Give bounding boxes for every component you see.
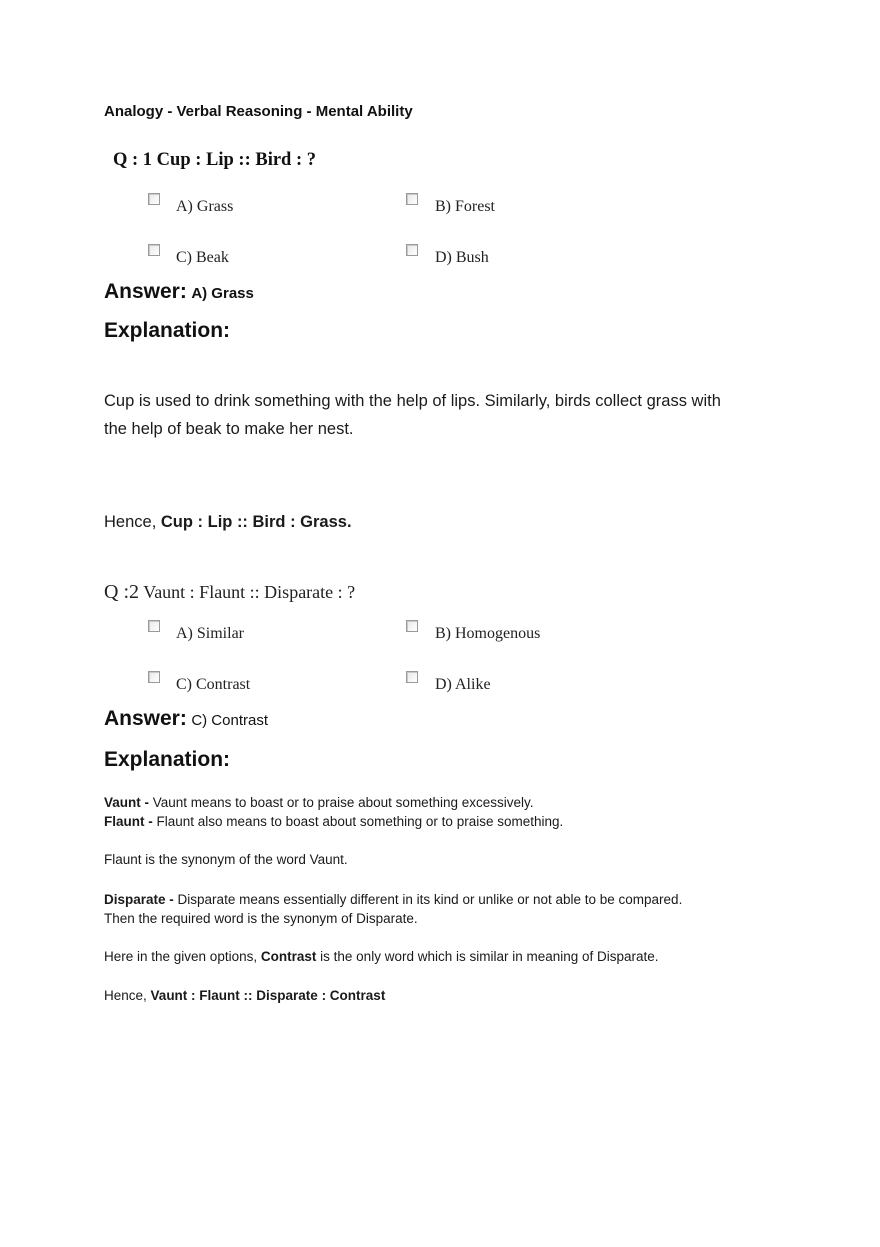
term: Vaunt - xyxy=(104,795,150,810)
answer-value: C) Contrast xyxy=(191,712,268,729)
answer-1 xyxy=(104,280,254,304)
flaunt-definition xyxy=(104,812,824,831)
options-suffix: is the only word which is similar in meaning of Disparate. xyxy=(320,949,659,964)
option-b-checkbox[interactable] xyxy=(406,193,418,205)
hence-conclusion: Vaunt : Flaunt :: Disparate : Contrast xyxy=(150,988,386,1003)
definition: Vaunt means to boast or to praise about something excessively. xyxy=(152,795,534,810)
question-2 xyxy=(104,581,355,604)
hence-prefix: Hence, xyxy=(104,988,147,1003)
hence-prefix: Hence, xyxy=(104,513,157,531)
hence-conclusion: Cup : Lip :: Bird : Grass. xyxy=(160,513,352,531)
explanation-line: the help of beak to make her nest. xyxy=(104,420,354,438)
option-b-checkbox[interactable] xyxy=(406,620,418,632)
option-c-checkbox[interactable] xyxy=(148,671,160,683)
term: Disparate - xyxy=(104,892,174,907)
explanation-heading: Explanation: xyxy=(104,748,231,771)
answer-2 xyxy=(104,707,268,731)
definitions-block xyxy=(104,793,824,831)
hence-line xyxy=(104,986,385,1005)
disparate-definition xyxy=(104,890,824,909)
definition: Flaunt also means to boast about something or to praise something. xyxy=(156,814,564,829)
synonym-line: Flaunt is the synonym of the word Vaunt. xyxy=(104,852,348,867)
answer-value: A) Grass xyxy=(191,285,254,302)
option-d-label: D) Bush xyxy=(435,249,489,266)
page-title: Analogy - Verbal Reasoning - Mental Ability xyxy=(104,103,413,120)
disparate-block xyxy=(104,890,824,928)
question-number: Q :2 xyxy=(104,581,139,603)
vaunt-definition xyxy=(104,793,824,812)
explanation-paragraph xyxy=(104,387,804,443)
required-line: Then the required word is the synonym of Disparate. xyxy=(104,911,418,926)
explanation-line: Cup is used to drink something with the help of lips. Similarly, birds collect grass with xyxy=(104,392,721,410)
option-d-label: D) Alike xyxy=(435,676,491,693)
definition: Disparate means essentially different in its kind or unlike or not able to be compared. xyxy=(177,892,683,907)
option-c-label: C) Contrast xyxy=(176,676,251,693)
option-a-label: A) Similar xyxy=(176,625,244,642)
option-a-label: A) Grass xyxy=(176,198,234,215)
options-prefix: Here in the given options, xyxy=(104,949,258,964)
options-line xyxy=(104,947,659,966)
answer-label: Answer: xyxy=(104,707,187,730)
option-c-label: C) Beak xyxy=(176,249,229,266)
option-b-label: B) Homogenous xyxy=(435,625,541,642)
option-d-checkbox[interactable] xyxy=(406,244,418,256)
option-b-label: B) Forest xyxy=(435,198,495,215)
option-a-checkbox[interactable] xyxy=(148,620,160,632)
option-d-checkbox[interactable] xyxy=(406,671,418,683)
options-keyword: Contrast xyxy=(260,949,317,964)
explanation-heading: Explanation: xyxy=(104,319,231,342)
option-c-checkbox[interactable] xyxy=(148,244,160,256)
question-text: Vaunt : Flaunt :: Disparate : ? xyxy=(143,582,356,602)
hence-line xyxy=(104,508,352,536)
term: Flaunt - xyxy=(104,814,153,829)
question-1: Q : 1 Cup : Lip :: Bird : ? xyxy=(113,150,317,170)
option-a-checkbox[interactable] xyxy=(148,193,160,205)
answer-label: Answer: xyxy=(104,280,187,303)
